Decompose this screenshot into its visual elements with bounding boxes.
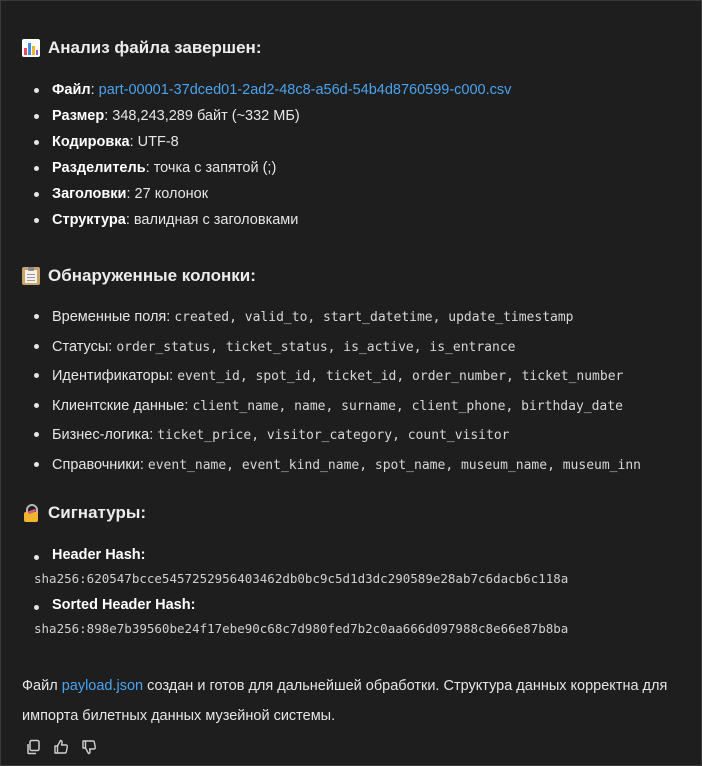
item-label: Файл	[52, 82, 91, 98]
list-item: Кодировка: UTF-8	[34, 129, 511, 155]
list-item	[34, 421, 641, 451]
item-value: валидная с заголовками	[133, 212, 299, 228]
message-actions	[25, 739, 97, 755]
group-label: Временные поля:	[52, 309, 171, 325]
hash-value: sha256:620547bcce5457252956403462db0bc9c5d1d3dc290589e28ab7c6dacb6c118a	[34, 571, 569, 586]
group-fields: order_status, ticket_status, is_active, is_entrance	[116, 339, 516, 355]
columns-heading	[22, 266, 256, 286]
item-label: Структура	[52, 212, 126, 228]
item-value: точка с запятой (;)	[153, 160, 277, 176]
columns-list	[34, 303, 641, 480]
list-item	[34, 303, 641, 333]
bar-chart-emoji-icon	[22, 39, 40, 57]
group-fields: ticket_price, visitor_category, count_visitor	[157, 428, 510, 443]
group-fields: event_id, spot_id, ticket_id, order_number, ticket_number	[177, 369, 624, 384]
signatures-list	[34, 544, 568, 642]
group-label: Справочники:	[52, 456, 144, 473]
list-item	[34, 362, 641, 392]
list-item: Размер: 348,243,289 байт (~332 МБ)	[34, 103, 511, 129]
analysis-heading	[22, 38, 261, 58]
analysis-title: Анализ файла завершен:	[48, 38, 262, 57]
thumbs-down-icon[interactable]	[81, 739, 97, 755]
file-link[interactable]: part-00001-37dced01-2ad2-48c8-a56d-54b4d8760599-c000.csv	[98, 82, 512, 98]
signatures-heading	[22, 503, 146, 523]
columns-title: Обнаруженные колонки:	[48, 266, 256, 285]
item-value: 348,243,289 байт (~332 МБ)	[112, 108, 300, 124]
analysis-list	[34, 77, 511, 233]
summary-prefix: Файл	[22, 678, 62, 694]
list-item: Заголовки: 27 колонок	[34, 181, 511, 207]
item-value: UTF-8	[137, 134, 179, 150]
item-label: Кодировка	[52, 134, 130, 150]
group-fields: event_name, event_kind_name, spot_name, museum_name, museum_inn	[147, 457, 641, 473]
summary-paragraph	[22, 671, 682, 731]
hash-value: sha256:898e7b39560be24f17ebe90c68c7d980fed7b2c0aa666d097988c8e66e87b8ba	[34, 621, 569, 636]
list-item: Файл: part-00001-37dced01-2ad2-48c8-a56d-54b4d8760599-c000.csv	[34, 77, 511, 103]
summary-suffix: создан и готов для дальнейшей обработки. Структура данных корректна для импорта билетных данных музейной системы.	[22, 678, 668, 724]
item-label: Заголовки	[52, 186, 127, 202]
group-label: Бизнес-логика:	[52, 427, 154, 443]
item-label: Sorted Header Hash	[52, 597, 191, 613]
item-label: Header Hash	[52, 547, 141, 563]
thumbs-up-icon[interactable]	[53, 739, 69, 755]
lock-emoji-icon	[22, 504, 40, 522]
group-label: Идентификаторы:	[52, 368, 174, 384]
list-item: Header Hash: sha256:620547bcce5457252956403462db0bc9c5d1d3dc290589e28ab7c6dacb6c118a	[34, 544, 568, 592]
signatures-title: Сигнатуры:	[48, 503, 147, 522]
group-label: Клиентские данные:	[52, 397, 189, 414]
list-item	[34, 392, 641, 422]
group-fields: client_name, name, surname, client_phone, birthday_date	[192, 398, 623, 414]
group-label: Статусы:	[52, 338, 113, 355]
clipboard-emoji-icon	[22, 267, 40, 285]
list-item: Sorted Header Hash: sha256:898e7b39560be24f17ebe90c68c7d980fed7b2c0aa666d097988c8e66e87b8ba	[34, 594, 568, 642]
list-item: Структура: валидная с заголовками	[34, 207, 511, 233]
list-item	[34, 451, 641, 481]
copy-icon[interactable]	[25, 739, 41, 755]
group-fields: created, valid_to, start_datetime, update_timestamp	[174, 310, 574, 325]
payload-file-link[interactable]: payload.json	[61, 678, 144, 694]
item-label: Размер	[52, 108, 105, 124]
item-label: Разделитель	[52, 160, 146, 176]
item-value: 27 колонок	[134, 186, 209, 202]
list-item	[34, 333, 641, 363]
list-item: Разделитель: точка с запятой (;)	[34, 155, 511, 181]
